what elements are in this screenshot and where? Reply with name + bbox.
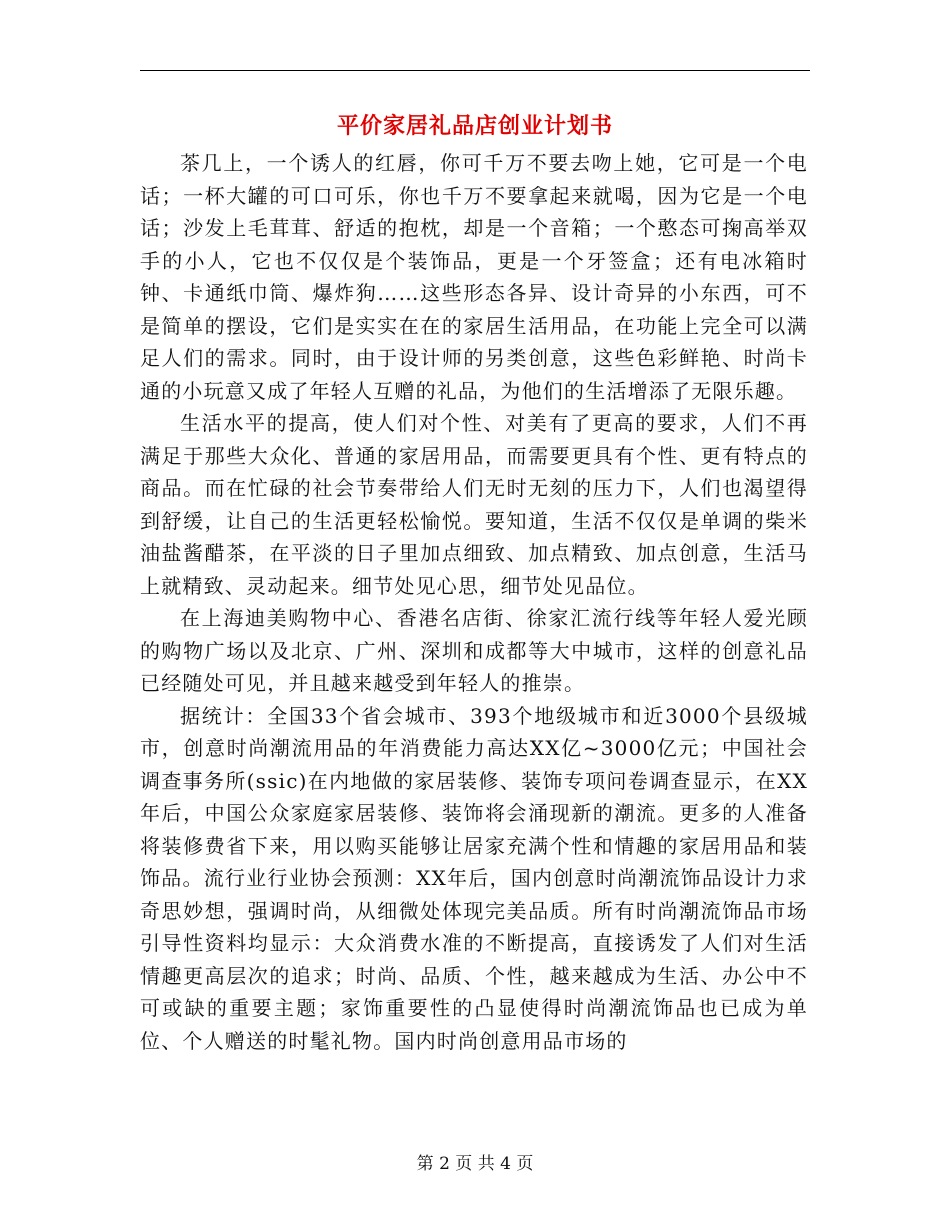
paragraph-2: 生活水平的提高，使人们对个性、对美有了更高的要求，人们不再满足于那些大众化、普通的家居用品，而需要更具有个性、更有特点的商品。而在忙碌的社会节奏带给人们无时无刻的压力下，人们也渴望得到舒缓，让自己的生活更轻松愉悦。要知道，生活不仅仅是单调的柴米油盐酱醋茶，在平淡的日子里加点细致、加点精致、加点创意，生活马上就精致、灵动起来。细节处见心思，细节处见品位。	[140, 411, 808, 598]
paragraph-1: 茶几上，一个诱人的红唇，你可千万不要去吻上她，它可是一个电话；一杯大罐的可口可乐，你也千万不要拿起来就喝，因为它是一个电话；沙发上毛茸茸、舒适的抱枕，却是一个音箱；一个憨态可掬高举双手的小人，它也不仅仅是个装饰品，更是一个牙签盒；还有电冰箱时钟、卡通纸巾筒、爆炸狗……这些形态各异、设计奇异的小东西，可不是简单的摆设，它们是实实在在的家居生活用品，在功能上完全可以满足人们的需求。同时，由于设计师的另类创意，这些色彩鲜艳、时尚卡通的小玩意又成了年轻人互赠的礼品，为他们的生活增添了无限乐趣。	[140, 151, 808, 403]
header-rule	[140, 70, 810, 71]
paragraph-3: 在上海迪美购物中心、香港名店街、徐家汇流行线等年轻人爱光顾的购物广场以及北京、广州、深圳和成都等大中城市，这样的创意礼品已经随处可见，并且越来越受到年轻人的推崇。	[140, 606, 808, 695]
page-number-label: 第 2 页 共 4 页	[416, 1154, 534, 1174]
page-footer	[0, 1150, 950, 1178]
document-title: 平价家居礼品店创业计划书	[336, 113, 613, 139]
paragraph-4: 据统计：全国33个省会城市、393个地级城市和近3000个县级城市，创意时尚潮流用品的年消费能力高达XX亿~3000亿元；中国社会调查事务所(ssic)在内地做的家居装修、装饰专项问卷调查显示，在XX年后，中国公众家庭家居装修、装饰将会涌现新的潮流。更多的人准备将装修费省下来，用以购买能够让居家充满个性和情趣的家居用品和装饰品。流行业行业协会预测：XX年后，国内创意时尚潮流饰品设计力求奇思妙想，强调时尚，从细微处体现完美品质。所有时尚潮流饰品市场引导性资料均显示：大众消费水准的不断提高，直接诱发了人们对生活情趣更高层次的追求；时尚、品质、个性，越来越成为生活、办公中不可或缺的重要主题；家饰重要性的凸显使得时尚潮流饰品也已成为单位、个人赠送的时髦礼物。国内时尚创意用品市场的	[140, 703, 808, 1053]
document-body	[140, 147, 808, 1057]
